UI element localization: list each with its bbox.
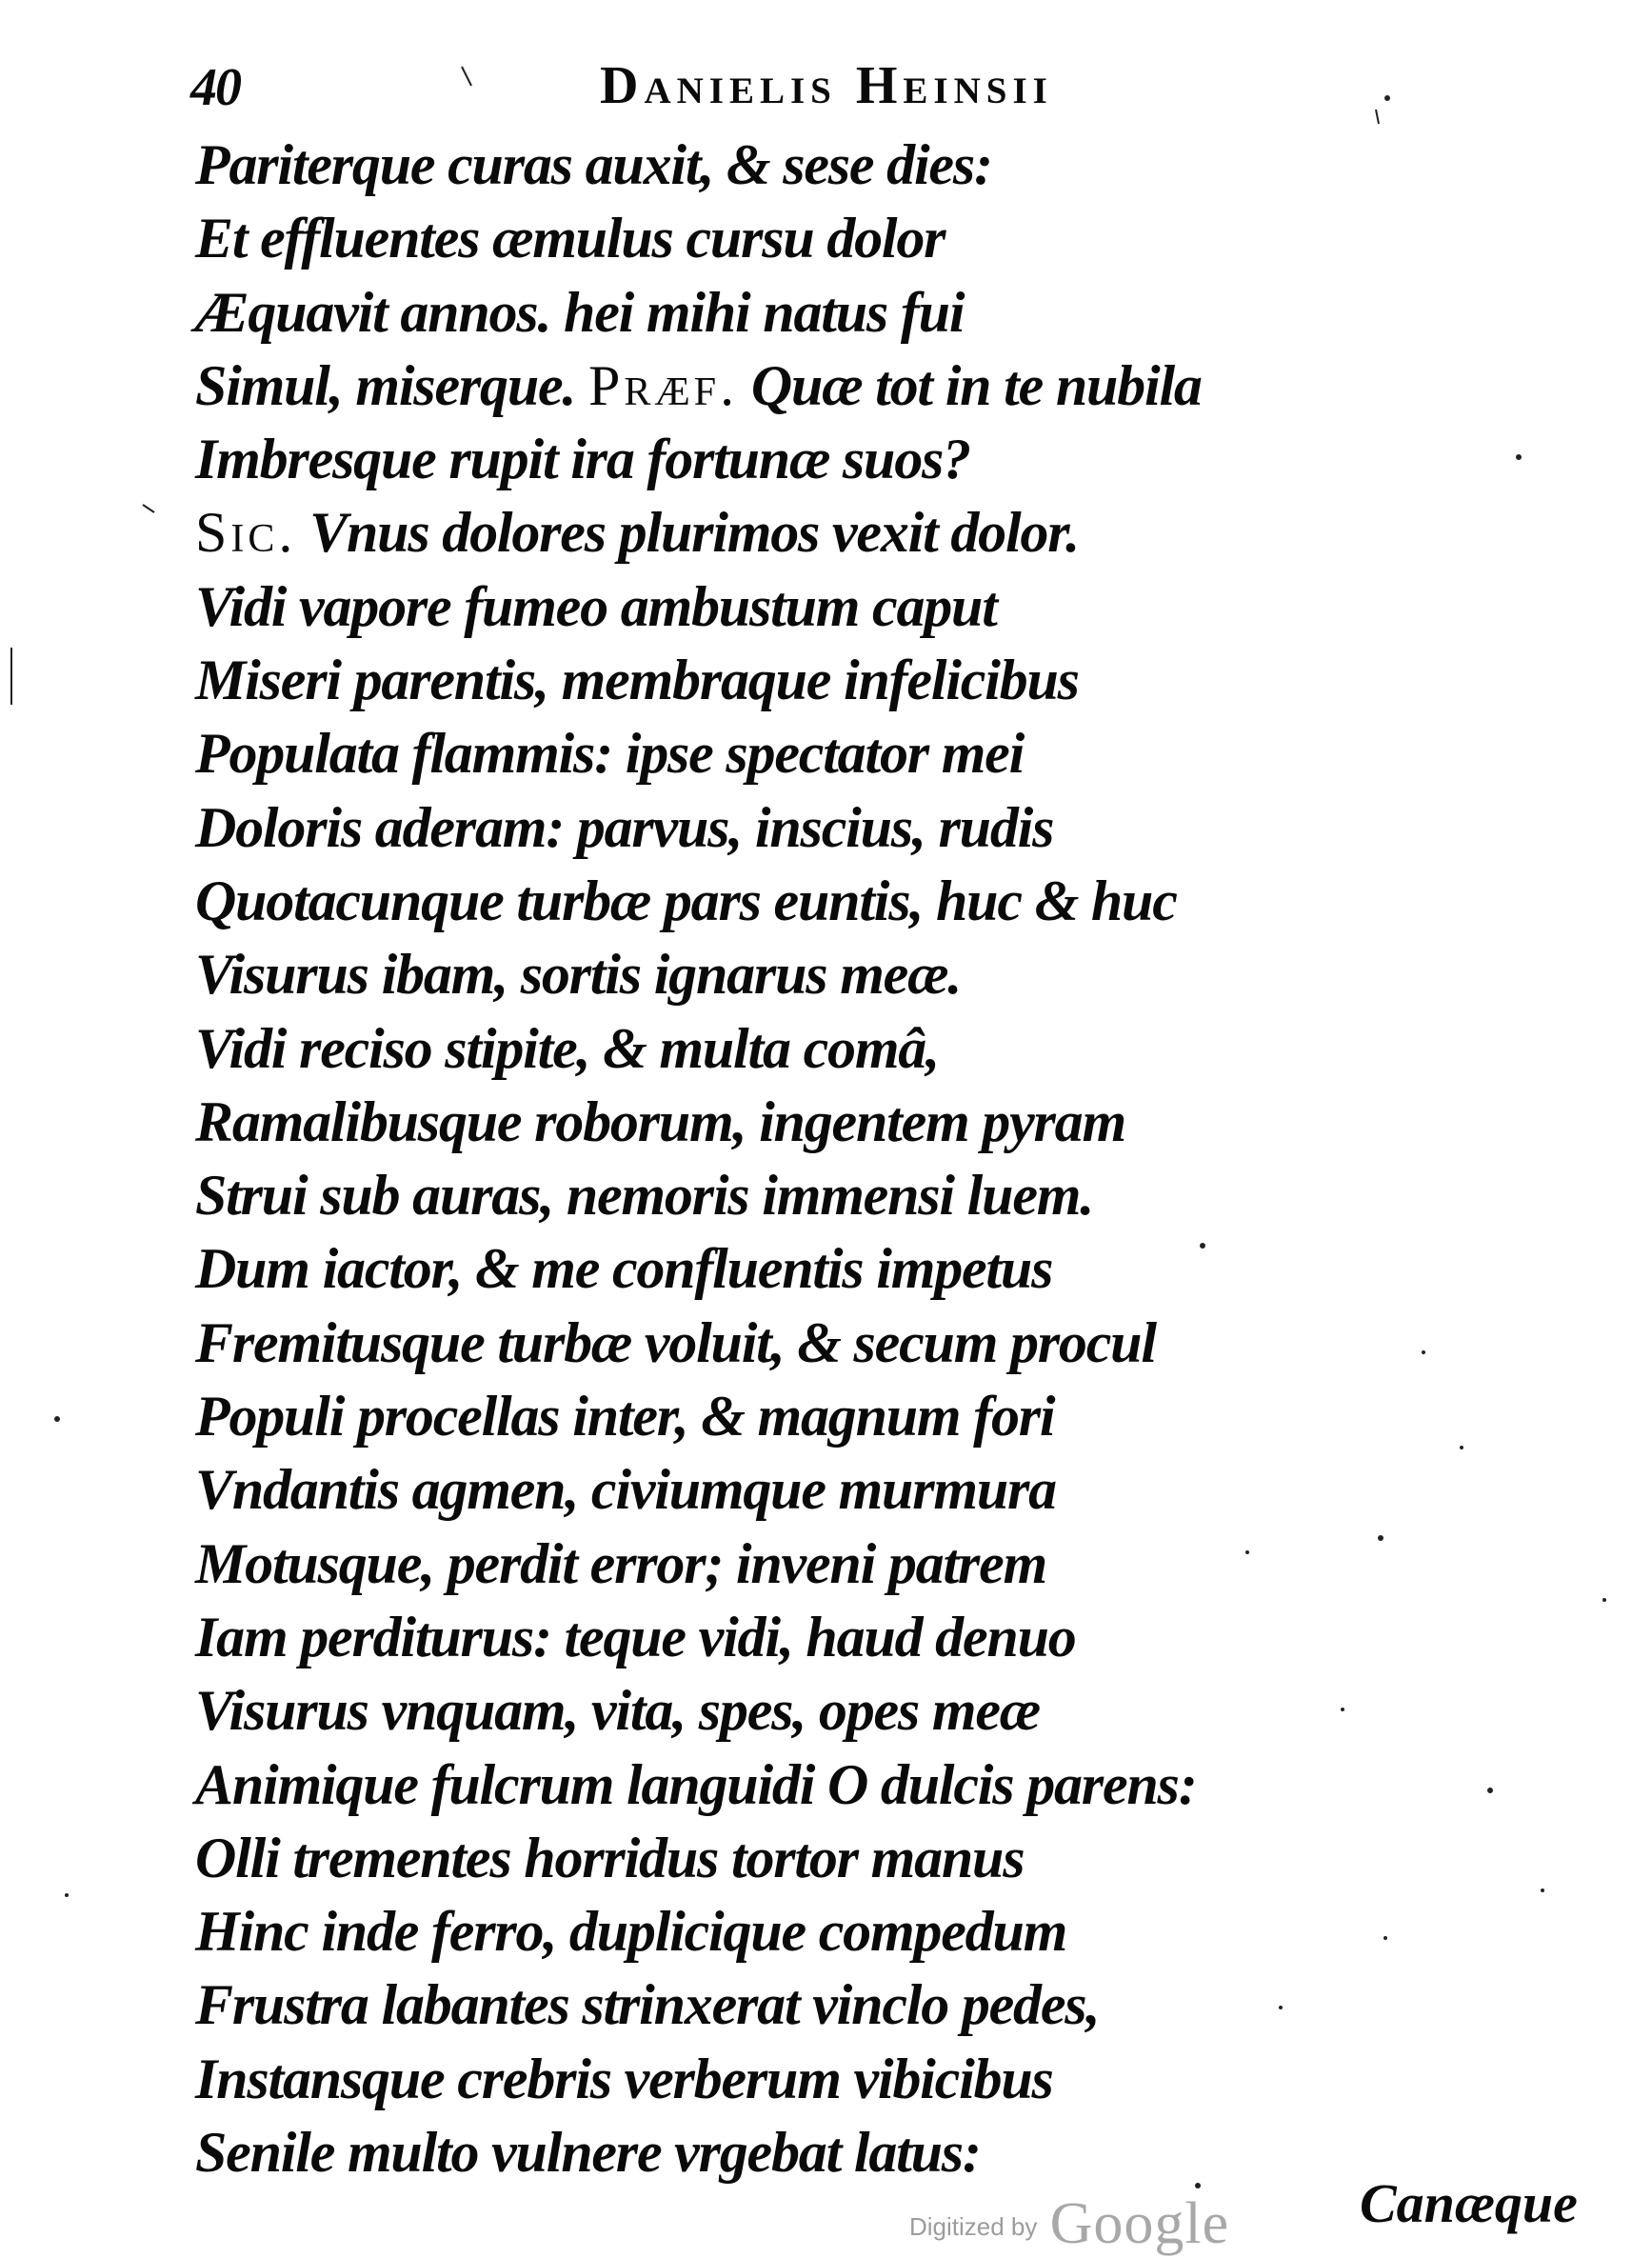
verse-text: Quotacunque turbæ pars euntis, huc & huc [195,869,1177,932]
verse-text: Animique fulcrum languidi O dulcis parens: [195,1752,1197,1816]
verse-line [195,1601,1338,1674]
verse-text: Vidi vapore fumeo ambustum caput [195,574,997,638]
speaker-label: Sic. [195,501,297,565]
verse-text: Et effluentes æmulus cursu dolor [195,207,945,270]
digitized-prefix: Digitized by [909,2212,1038,2241]
verse-line [195,202,1338,275]
page-header [190,50,1219,126]
verse-line [195,496,1338,569]
verse-line [195,1895,1338,1968]
verse-text: Fremitusque turbæ voluit, & secum procul [195,1310,1156,1374]
verse-line [195,1307,1338,1380]
verse-line [195,644,1338,717]
verse-line [195,1232,1338,1306]
verse-line [195,1674,1338,1748]
verse-text: Olli trementes horridus tortor manus [195,1826,1025,1889]
verse-text: Quæ tot in te nubila [738,353,1202,417]
verse-line [195,1822,1338,1895]
verse-line [195,938,1338,1011]
verse-text: Pariterque curas auxit, & sese dies: [195,133,992,196]
verse-line [195,570,1338,644]
verse-text: Frustra labantes strinxerat vinclo pedes, [195,1973,1100,2037]
verse-text: Instansque crebris verberum vibicibus [195,2047,1053,2110]
verse-text: Strui sub auras, nemoris immensi luem. [195,1164,1094,1228]
verse-line [195,1380,1338,1453]
verse-text: Populi procellas inter, & magnum fori [195,1385,1055,1449]
digitized-watermark [909,2190,1229,2258]
verse-text: Motusque, perdit error; inveni patrem [195,1531,1046,1595]
page-number: 40 [190,58,240,117]
verse-text: Visurus vnquam, vita, spes, opes meæ [195,1679,1040,1743]
verse-line [195,717,1338,790]
verse-text: Senile multo vulnere vrgebat latus: [195,2121,981,2185]
verse-line [195,1968,1338,2042]
google-logo: Google [1049,2191,1230,2256]
verse-text: Iam perditurus: teque vidi, haud denuo [195,1605,1076,1669]
verse-block [195,129,1338,2189]
verse-text: Populata flammis: ipse spectator mei [195,722,1025,786]
verse-text: Doloris aderam: parvus, inscius, rudis [195,795,1054,859]
verse-line [195,276,1338,350]
verse-text: Simul, miserque. [195,353,589,417]
verse-text: Ramalibusque roborum, ingentem pyram [195,1089,1125,1153]
verse-text: Vidi reciso stipite, & multa comâ, [195,1016,939,1080]
verse-text: Hinc inde ferro, duplicique compedum [195,1900,1067,1964]
verse-line [195,1453,1338,1527]
verse-text: Vnus dolores plurimos vexit dolor. [296,501,1079,565]
verse-line [195,350,1338,423]
verse-text: Æquavit annos. hei mihi natus fui [195,280,965,344]
verse-text: Dum iactor, & me confluentis impetus [195,1237,1053,1301]
catchword: Canæque [1360,2172,1578,2234]
verse-line [195,1159,1338,1232]
verse-line [195,791,1338,865]
verse-line [195,2043,1338,2116]
running-head: Danielis Heinsii [600,56,1053,115]
verse-text: Imbresque rupit ira fortunæ suos? [195,428,970,491]
verse-line [195,1748,1338,1822]
verse-text: Miseri parentis, membraque infelicibus [195,649,1079,712]
verse-line [195,1528,1338,1601]
verse-text: Vndantis agmen, civiumque murmura [195,1458,1056,1522]
verse-line [195,129,1338,202]
verse-line [195,865,1338,938]
verse-line [195,1012,1338,1086]
verse-text: Visurus ibam, sortis ignarus meæ. [195,943,962,1007]
speaker-label: Præf. [588,353,739,417]
verse-line [195,423,1338,496]
page-footer [0,2162,1652,2256]
verse-line [195,1086,1338,1159]
